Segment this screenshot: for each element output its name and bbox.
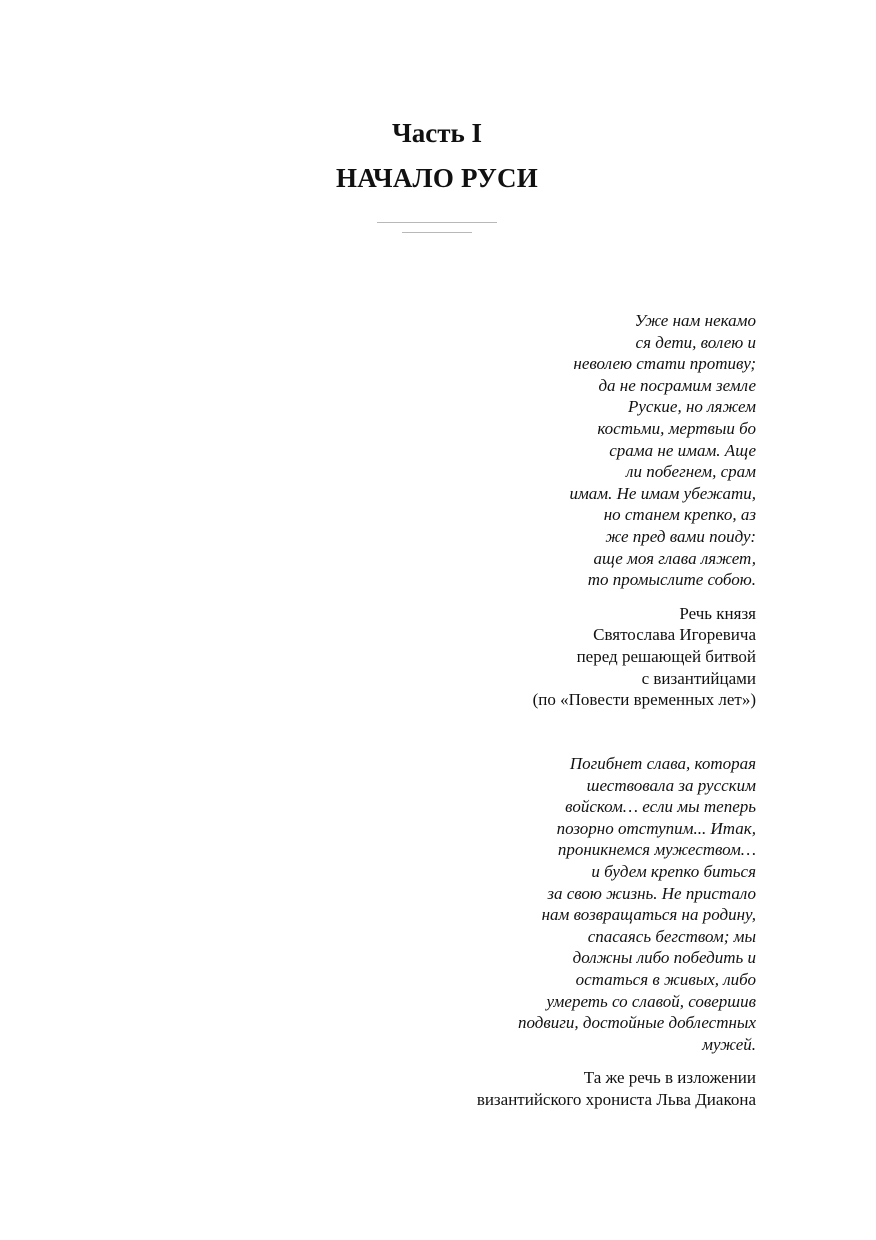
epigraph-leo-deacon — [477, 753, 756, 1111]
quote-line: должны либо победить и — [572, 948, 756, 968]
quote-line: срама не имам. Аще — [609, 440, 756, 460]
part-title: НАЧАЛО РУСИ — [336, 163, 538, 193]
source-line: Речь князя — [679, 603, 756, 623]
source-line: (по «Повести временных лет») — [532, 690, 756, 710]
quote-line: нам возвращаться на родину, — [541, 905, 756, 925]
quote-line: шествовала за русским — [586, 775, 756, 795]
quote-line: войском… если мы теперь — [565, 797, 756, 817]
quote-line: ли побегнем, срам — [626, 462, 756, 482]
epigraph-source — [533, 603, 756, 711]
epigraph-quote — [477, 753, 756, 1055]
quote-line: Уже нам некамо — [634, 311, 756, 330]
quote-line: имам. Не имам убежати, — [569, 483, 756, 503]
source-line: Та же речь в изложении — [583, 1068, 756, 1088]
epigraph-source — [477, 1067, 756, 1110]
quote-line: проникнемся мужеством… — [557, 840, 756, 860]
quote-line: спасаясь бегством; мы — [587, 926, 756, 946]
quote-line: да не посрамим земле — [598, 375, 756, 395]
quote-line: Руские, но ляжем — [627, 397, 756, 417]
quote-line: аще моя глава ляжет, — [593, 548, 756, 568]
quote-line: за свою жизнь. Не пристало — [547, 883, 756, 903]
quote-line: позорно отступим... Итак, — [556, 818, 756, 838]
quote-line: Погибнет слава, которая — [569, 754, 756, 773]
quote-line: же пред вами поиду: — [605, 526, 756, 546]
epigraph-quote — [533, 310, 756, 591]
quote-line: костьми, мертвыи бо — [597, 418, 756, 438]
ornament-line-short — [402, 232, 472, 233]
quote-line: и будем крепко биться — [591, 861, 756, 881]
quote-line: ся дети, волею и — [635, 332, 756, 352]
title-ornament — [0, 222, 874, 236]
source-line: с византийцами — [641, 668, 756, 688]
quote-line: неволею стати противу; — [573, 354, 756, 374]
quote-line: остаться в живых, либо — [575, 969, 756, 989]
source-line: Святослава Игоревича — [593, 625, 756, 645]
source-line: византийского хрониста Льва Диакона — [476, 1089, 756, 1109]
quote-line: мужей. — [702, 1034, 756, 1054]
quote-line: подвиги, достойные доблестных — [517, 1013, 756, 1033]
part-label: Часть I — [391, 118, 483, 148]
source-line: перед решающей битвой — [576, 646, 756, 666]
epigraph-svyatoslav-chronicle — [533, 310, 756, 711]
quote-line: но станем крепко, аз — [603, 505, 756, 525]
quote-line: то промыслите собою. — [587, 570, 756, 590]
quote-line: умереть со славой, совершив — [546, 991, 756, 1011]
ornament-line-long — [377, 222, 497, 223]
